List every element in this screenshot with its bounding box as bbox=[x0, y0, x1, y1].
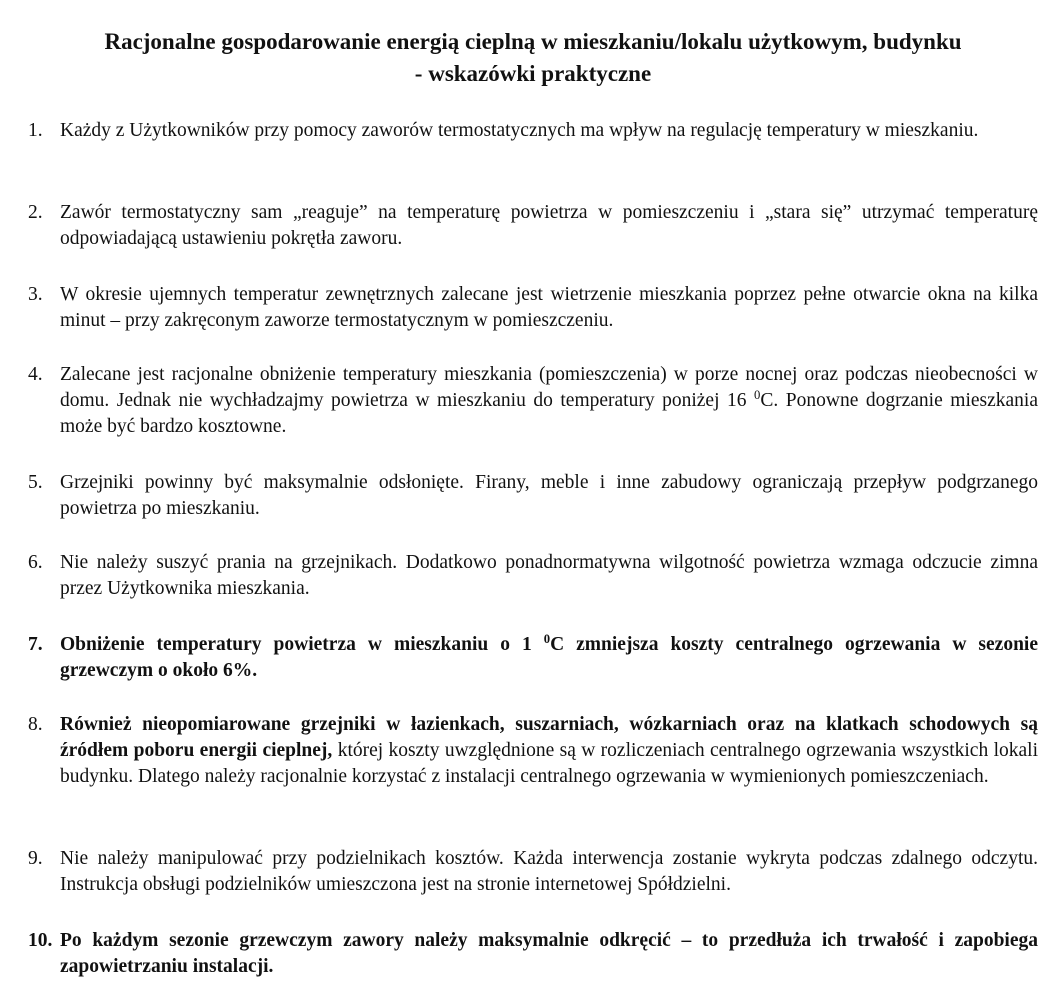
item-text: Nie należy suszyć prania na grzejnikach. Dodatkowo ponadnormatywna wilgotność powietrza wzmaga odczucie zimna przez Użytkownika mieszkania. bbox=[60, 552, 1038, 599]
list-item-3 bbox=[28, 282, 1038, 334]
item-number: 9. bbox=[28, 848, 43, 869]
item-text-part: C zmniejsza koszty centralnego ogrzewania w sezonie grzewczym o około 6%. bbox=[60, 634, 1038, 681]
list-item-8 bbox=[28, 712, 1038, 790]
list-item-5 bbox=[28, 470, 1038, 522]
title-line-1: Racjonalne gospodarowanie energią cieplną w mieszkaniu/lokalu użytkowym, budynku bbox=[104, 29, 962, 54]
item-text bbox=[60, 712, 1038, 790]
degree-sign: 0 bbox=[543, 632, 551, 647]
list-item-10 bbox=[28, 928, 1038, 980]
item-text: Nie należy manipulować przy podzielnikach kosztów. Każda interwencja zostanie wykryta podczas zdalnego odczytu. Instrukcja obsługi podzielników umieszczona jest na stronie internetowej Spółdzielni. bbox=[60, 848, 1038, 895]
degree-sign: 0 bbox=[754, 388, 761, 403]
item-number: 10. bbox=[28, 930, 53, 951]
item-number: 8. bbox=[28, 714, 43, 735]
item-number: 2. bbox=[28, 202, 43, 223]
item-text-part: Zalecane jest racjonalne obniżenie temperatury mieszkania (pomieszczenia) w porze nocnej oraz podczas nieobecności w domu. Jednak nie wychładzajmy powietrza w mieszkaniu do temperatury poniżej 16 bbox=[60, 364, 1038, 411]
item-number: 7. bbox=[28, 634, 43, 655]
item-text-bold: Również nieopomiarowane grzejniki w łazienkach, suszarniach, wózkarniach oraz na klatkach schodowych są źródłem poboru energii cieplnej, bbox=[60, 714, 1038, 761]
item-text-normal: której koszty uwzględnione są w rozliczeniach centralnego ogrzewania wszystkich lokali budynku. Dlatego należy racjonalnie korzystać z instalacji centralnego ogrzewania w wymienionych pomieszczeniach. bbox=[60, 740, 1038, 787]
list-item-9 bbox=[28, 846, 1038, 898]
item-number: 5. bbox=[28, 472, 43, 493]
list-item-4 bbox=[28, 362, 1038, 440]
title-line-2: - wskazówki praktyczne bbox=[414, 61, 652, 86]
item-text: Każdy z Użytkowników przy pomocy zaworów termostatycznych ma wpływ na regulację temperatury w mieszkaniu. bbox=[60, 120, 979, 141]
item-text: Zawór termostatyczny sam „reaguje” na temperaturę powietrza w pomieszczeniu i „stara się” utrzymać temperaturę odpowiadającą ustawieniu pokrętła zaworu. bbox=[60, 202, 1038, 249]
list-item-6 bbox=[28, 550, 1038, 602]
item-text-part: C. Ponowne dogrzanie mieszkania może być bardzo kosztowne. bbox=[60, 390, 1038, 437]
item-number: 6. bbox=[28, 552, 43, 573]
item-text: Po każdym sezonie grzewczym zawory należy maksymalnie odkręcić – to przedłuża ich trwałość i zapobiega zapowietrzaniu instalacji. bbox=[60, 930, 1038, 977]
list-item-1 bbox=[28, 118, 1038, 144]
list-item-2 bbox=[28, 200, 1038, 252]
item-text bbox=[60, 362, 1038, 440]
item-text bbox=[60, 632, 1038, 684]
item-text-part: Obniżenie temperatury powietrza w mieszkaniu o 1 bbox=[60, 634, 544, 655]
list-item-7 bbox=[28, 632, 1038, 684]
item-text: W okresie ujemnych temperatur zewnętrznych zalecane jest wietrzenie mieszkania poprzez pełne otwarcie okna na kilka minut – przy zakręconym zaworze termostatycznym w pomieszczeniu. bbox=[60, 284, 1038, 331]
item-text: Grzejniki powinny być maksymalnie odsłonięte. Firany, meble i inne zabudowy ograniczają przepływ podgrzanego powietrza po mieszkaniu. bbox=[60, 472, 1038, 519]
item-number: 1. bbox=[28, 120, 43, 141]
document-title bbox=[28, 26, 1038, 90]
item-number: 4. bbox=[28, 364, 43, 385]
item-number: 3. bbox=[28, 284, 43, 305]
